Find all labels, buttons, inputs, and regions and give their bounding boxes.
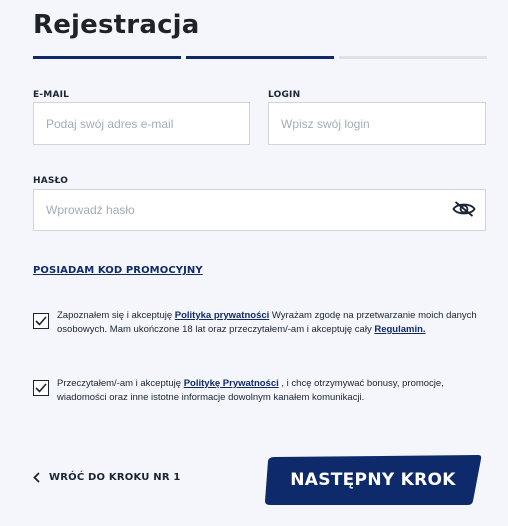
email-input[interactable] [33,102,250,145]
terms-link[interactable]: Regulamin. [374,324,426,335]
next-button-label: NASTĘPNY KROK [290,470,456,490]
consent-marketing-text [57,377,489,405]
step-progress [33,56,487,59]
step-3-indicator [339,56,487,59]
consent-privacy-checkbox[interactable] [33,313,49,329]
step-2-indicator [186,56,334,59]
password-label: HASŁO [33,176,69,186]
check-icon [35,316,47,326]
promo-code-link[interactable]: POSIADAM KOD PROMOCYJNY [33,265,203,276]
login-input[interactable] [268,102,486,145]
back-to-step-1-button[interactable] [33,472,181,483]
consent-marketing-checkbox[interactable] [33,380,49,396]
privacy-policy-link-2[interactable]: Politykę Prywatności [183,378,279,389]
privacy-policy-link[interactable]: Polityka prywatności [174,310,270,321]
eye-slash-icon[interactable] [451,198,477,220]
consent-marketing-text-end: , i chcę otrzymywać bonusy, promocje, wiadomości oraz inne istotne informacje dowolnym kanałem komunikacji. [57,378,444,403]
step-1-indicator [33,56,181,59]
consent-privacy-text-middle: Wyrażam zgodę na przetwarzanie moich danych osobowych. Mam ukończone 18 lat oraz przeczytałem/-am i akceptuję cały [57,310,477,335]
back-button-label: WRÓĆ DO KROKU NR 1 [49,472,181,483]
page-title: Rejestracja [33,10,200,40]
next-step-button[interactable] [264,455,482,505]
chevron-left-icon [33,472,40,483]
check-icon [35,383,47,393]
consent-privacy-text-start: Zapoznałem się i akceptuję [57,310,175,321]
password-input[interactable] [33,189,486,231]
consent-privacy-text [57,309,487,337]
consent-marketing-text-start: Przeczytałem/-am i akceptuję [57,378,184,389]
login-label: LOGIN [268,90,301,100]
email-label: E-MAIL [33,90,70,100]
